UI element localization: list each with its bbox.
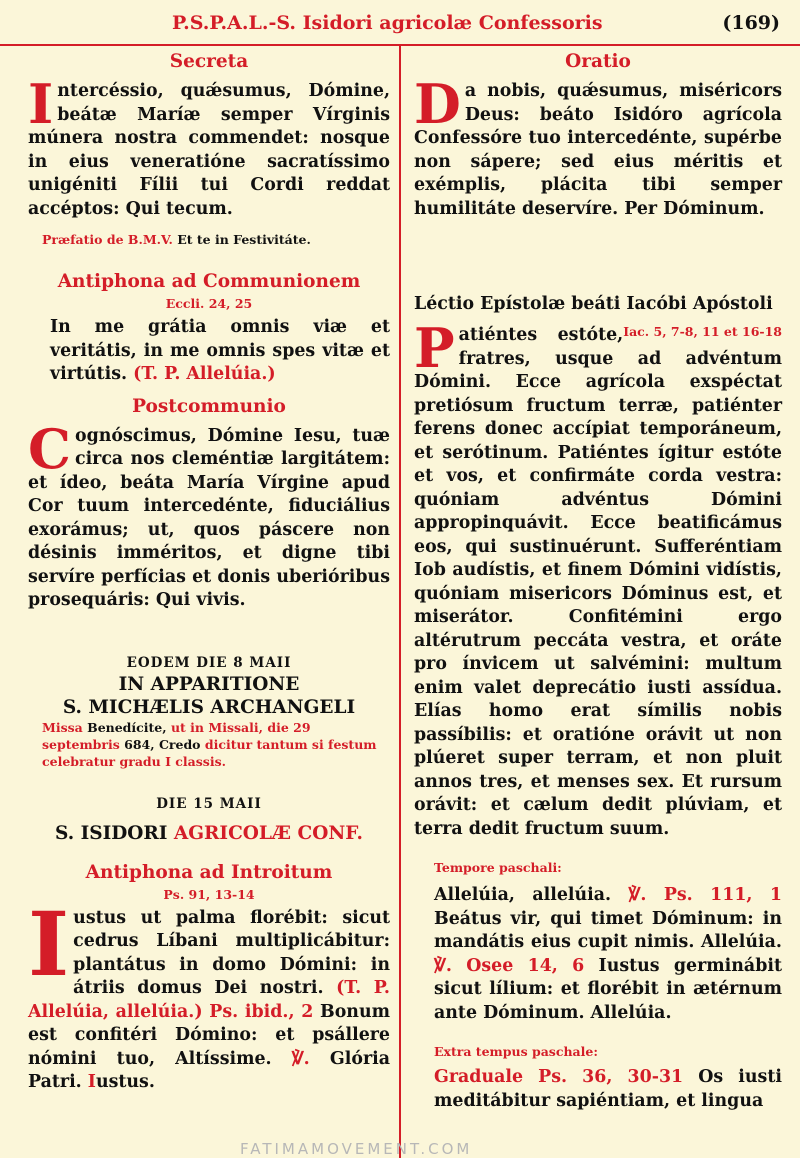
eodem-line2: IN APPARITIONE [118, 673, 300, 695]
introitus-text: Iustus ut palma florébit: sicut cedrus Líbani multiplicábitur: plantátus in domo Dómini: in átriis domus Dei nostri. (T. P. Allelúia, allelúia.) Ps. ibid., 2 Bonum est confitéri Dómino: et psállere nómini tuo, Altíssime. ℣. Glória Patri. Iustus. [28, 891, 390, 1092]
right-column [414, 48, 782, 1113]
lectio-ref: Iac. 5, 7-8, 11 et 16-18 [623, 324, 782, 339]
drop-cap: I [28, 891, 70, 996]
eodem-line1: EODEM DIE 8 MAII [126, 654, 292, 671]
die15-line2: S. ISIDORI AGRICOLÆ CONF. [55, 822, 363, 844]
extra-label: Extra tempus paschale: [434, 1044, 598, 1059]
paschali-text: Allelúia, allelúia. ℣. Ps. 111, 1 Beátus vir, qui timet Dóminum: in mandátis eius cupit nimis. Allelúia. ℣. Osee 14, 6 Iustus germinábit sicut lílium: et florébit in ætérnum ante Dóminum. Allelúia. [434, 885, 782, 1023]
praefatio-note: Præfatio de B.M.V. Et te in Festivitáte. [42, 232, 311, 247]
lectio-title: Léctio Epístolæ beáti Iacóbi Apóstoli Iac. 5, 7-8, 11 et 16-18 [414, 293, 782, 316]
drop-cap: P [414, 316, 455, 380]
lectio-text: Patiéntes estóte, fratres, usque ad advéntum Dómini. Ecce agrícola exspéctat pretiósum fructum terræ, patiénter ferens donec accípiat temporáneum, et serótinum. Patiéntes ígitur estóte et vos, et confirmáte corda vestra: quóniam advéntus Dómini appropinquávit. Ecce beatificámus eos, qui sustinuérunt. Sufferéntiam Iob audístis, et finem Dómini vidístis, quóniam misericors Dóminus est, et miserátor. Confitémini ergo altérutrum peccáta vestra, et oráte pro ínvicem ut salvémini: multum enim valet deprecátio iusti assídua. Elías homo erat símilis nobis passíbilis: et oratióne orávit ut non plúeret super terram, et non pluit annos tres, et menses sex. Et rursum orávit: et cælum dedit plúviam, et terra dedit fructum suum. [414, 316, 782, 839]
communio-title: Antiphona ad Communionem [57, 271, 361, 292]
eodem-line3: S. MICHÆLIS ARCHANGELI [62, 696, 356, 718]
oratio-title: Oratio [565, 51, 631, 72]
secreta-text: Intercéssio, quǽsumus, Dómine, beátæ Maríæ semper Vírginis múnera nostra commendet: nosque in eius veneratióne sacratíssimo unigéniti Fílii tui Cordi reddat accéptos: Qui tecum. [28, 72, 390, 219]
extra-text: Graduale Ps. 36, 30-31 Os iusti meditábitur sapiéntiam, et lingua [434, 1067, 782, 1111]
page-header [0, 0, 800, 46]
page-number: (169) [722, 12, 780, 34]
die15-line1: DIE 15 MAII [156, 795, 262, 812]
communio-text: In me grátia omnis viæ et veritátis, in me omnis spes vitæ et virtútis. (T. P. Allelúia.) [50, 317, 390, 384]
column-divider [399, 46, 401, 1158]
paschali-label: Tempore paschali: [434, 860, 562, 875]
drop-cap: C [28, 416, 71, 481]
drop-cap: D [414, 72, 461, 136]
postcommunio-title: Postcommunio [132, 395, 286, 417]
drop-cap: I [28, 72, 54, 136]
communio-ref: Eccli. 24, 25 [165, 296, 253, 311]
header-title: P.S.P.A.L.-S. Isidori agricolæ Confessoris [172, 12, 603, 34]
secreta-title: Secreta [169, 51, 249, 72]
eodem-note: Missa Benedícite, ut in Missali, die 29 septembris 684, Credo dicitur tantum si festum celebratur gradu I classis. [42, 719, 377, 769]
postcommunio-text: Cognóscimus, Dómine Iesu, tuæ circa nos cleméntiæ largitátem: et ídeo, beáta María Vírgine apud Cor tuum intercedénte, fiduciálius exorámus; ut, quos páscere non désinis imméritos, et digne tibi servíre perfícias et donis uberióribus prosequáris: Qui vivis. [28, 416, 390, 610]
introitus-ref: Ps. 91, 13-14 [163, 886, 255, 902]
watermark: FATIMAMOVEMENT.COM [240, 1140, 473, 1158]
introitus-title: Antiphona ad Introitum [85, 861, 333, 883]
oratio-text: Da nobis, quǽsumus, miséricors Deus: beáto Isidóro agrícola Confessóre tuo intercedénte, supérbe non sápere; sed eius méritis et exémplis, plácita tibi semper humilitáte deservíre. Per Dóminum. [414, 72, 782, 219]
left-column [28, 48, 390, 1095]
